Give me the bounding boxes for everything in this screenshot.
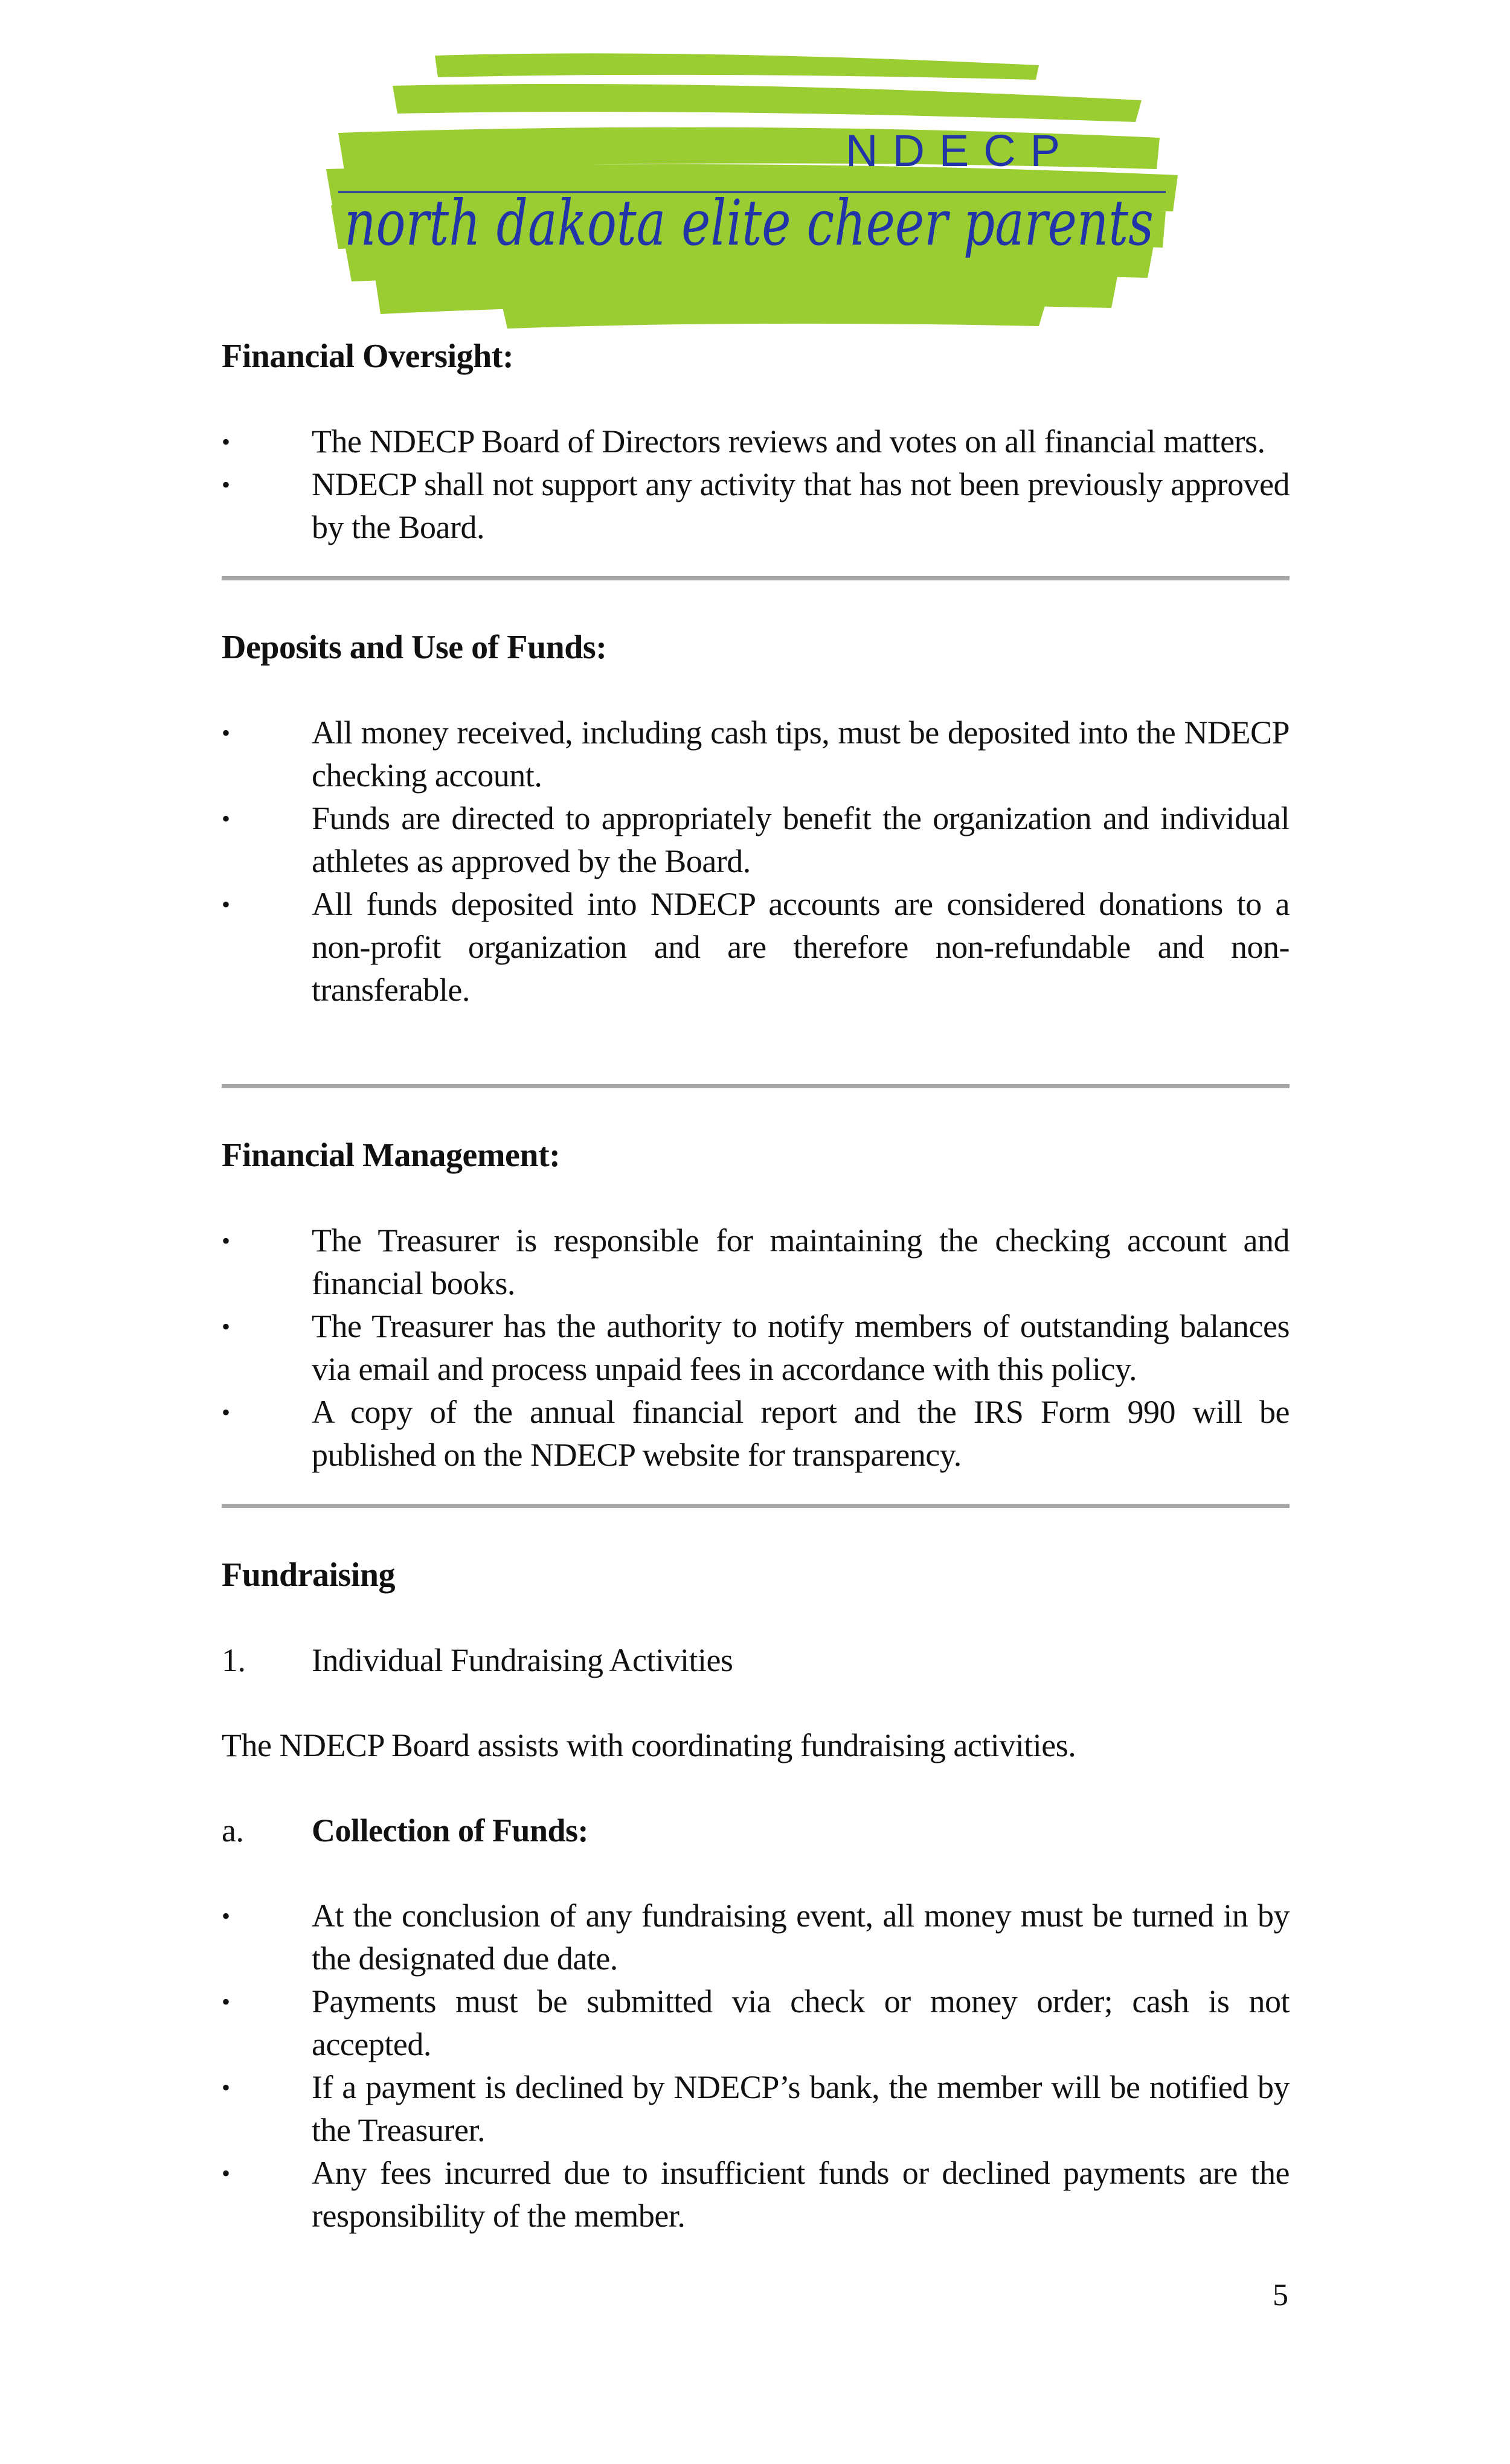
- list-item: • The Treasurer has the authority to notify members of outstanding balances via email and process unpaid fees in accordance with this policy.: [222, 1305, 1290, 1391]
- sub-title: Collection of Funds:: [312, 1812, 589, 1849]
- oversight-bullet-list: [222, 420, 1290, 549]
- bullet-icon: •: [222, 1988, 230, 2015]
- list-item: • If a payment is declined by NDECP’s bank, the member will be notified by the Treasurer.: [222, 2066, 1290, 2152]
- bullet-icon: •: [222, 471, 230, 498]
- list-item: • NDECP shall not support any activity that has not been previously approved by the Board.: [222, 463, 1290, 549]
- list-item: • All money received, including cash tips, must be deposited into the NDECP checking account.: [222, 711, 1290, 797]
- bullet-icon: •: [222, 891, 230, 918]
- section-divider: [222, 1084, 1290, 1088]
- bullet-icon: •: [222, 1227, 230, 1254]
- fundraising-paragraph: The NDECP Board assists with coordinating fundraising activities.: [222, 1727, 1076, 1763]
- section-divider: [222, 576, 1290, 580]
- list-item: • The NDECP Board of Directors reviews and votes on all financial matters.: [222, 420, 1290, 463]
- list-item: • Any fees incurred due to insufficient funds or declined payments are the responsibility of the member.: [222, 2152, 1290, 2238]
- bullet-icon: •: [222, 805, 230, 832]
- section-title-deposits: Deposits and Use of Funds:: [222, 629, 607, 666]
- bullet-icon: •: [222, 2074, 230, 2101]
- logo-script-text: north dakota elite cheer parents: [344, 186, 1154, 260]
- document-body: [222, 335, 1290, 2238]
- deposits-bullet-list: [222, 711, 1290, 1012]
- item-number: 1.: [222, 1642, 246, 1678]
- bullet-icon: •: [222, 2160, 230, 2187]
- sub-heading: [222, 1809, 1290, 1852]
- list-item: • At the conclusion of any fundraising event, all money must be turned in by the designated due date.: [222, 1895, 1290, 1980]
- list-item: • A copy of the annual financial report and the IRS Form 990 will be published on the NDECP website for transparency.: [222, 1391, 1290, 1477]
- list-item: • Payments must be submitted via check or money order; cash is not accepted.: [222, 1980, 1290, 2066]
- section-title-fundraising: Fundraising: [222, 1556, 396, 1594]
- section-title-financial-oversight: Financial Oversight:: [222, 338, 514, 375]
- bullet-icon: •: [222, 1313, 230, 1340]
- section-title-financial-management: Financial Management:: [222, 1137, 561, 1174]
- bullet-icon: •: [222, 1902, 230, 1930]
- bullet-icon: •: [222, 719, 230, 746]
- bullet-icon: •: [222, 428, 230, 455]
- list-item: • The Treasurer is responsible for maintaining the checking account and financial books.: [222, 1219, 1290, 1305]
- sub-letter: a.: [222, 1812, 244, 1849]
- page-number: 5: [1273, 2278, 1288, 2312]
- numbered-item: [222, 1639, 1290, 1682]
- list-item: • Funds are directed to appropriately benefit the organization and individual athletes as approved by the Board.: [222, 797, 1290, 883]
- bullet-icon: •: [222, 1399, 230, 1426]
- item-label: Individual Fundraising Activities: [312, 1642, 733, 1678]
- ndecp-logo: [320, 42, 1196, 344]
- section-divider: [222, 1504, 1290, 1508]
- collection-bullet-list: [222, 1895, 1290, 2238]
- management-bullet-list: [222, 1219, 1290, 1477]
- list-item: • All funds deposited into NDECP accounts are considered donations to a non-profit organization and are therefore non-refundable and non-transferable.: [222, 883, 1290, 1012]
- logo-acronym: NDECP: [846, 126, 1075, 176]
